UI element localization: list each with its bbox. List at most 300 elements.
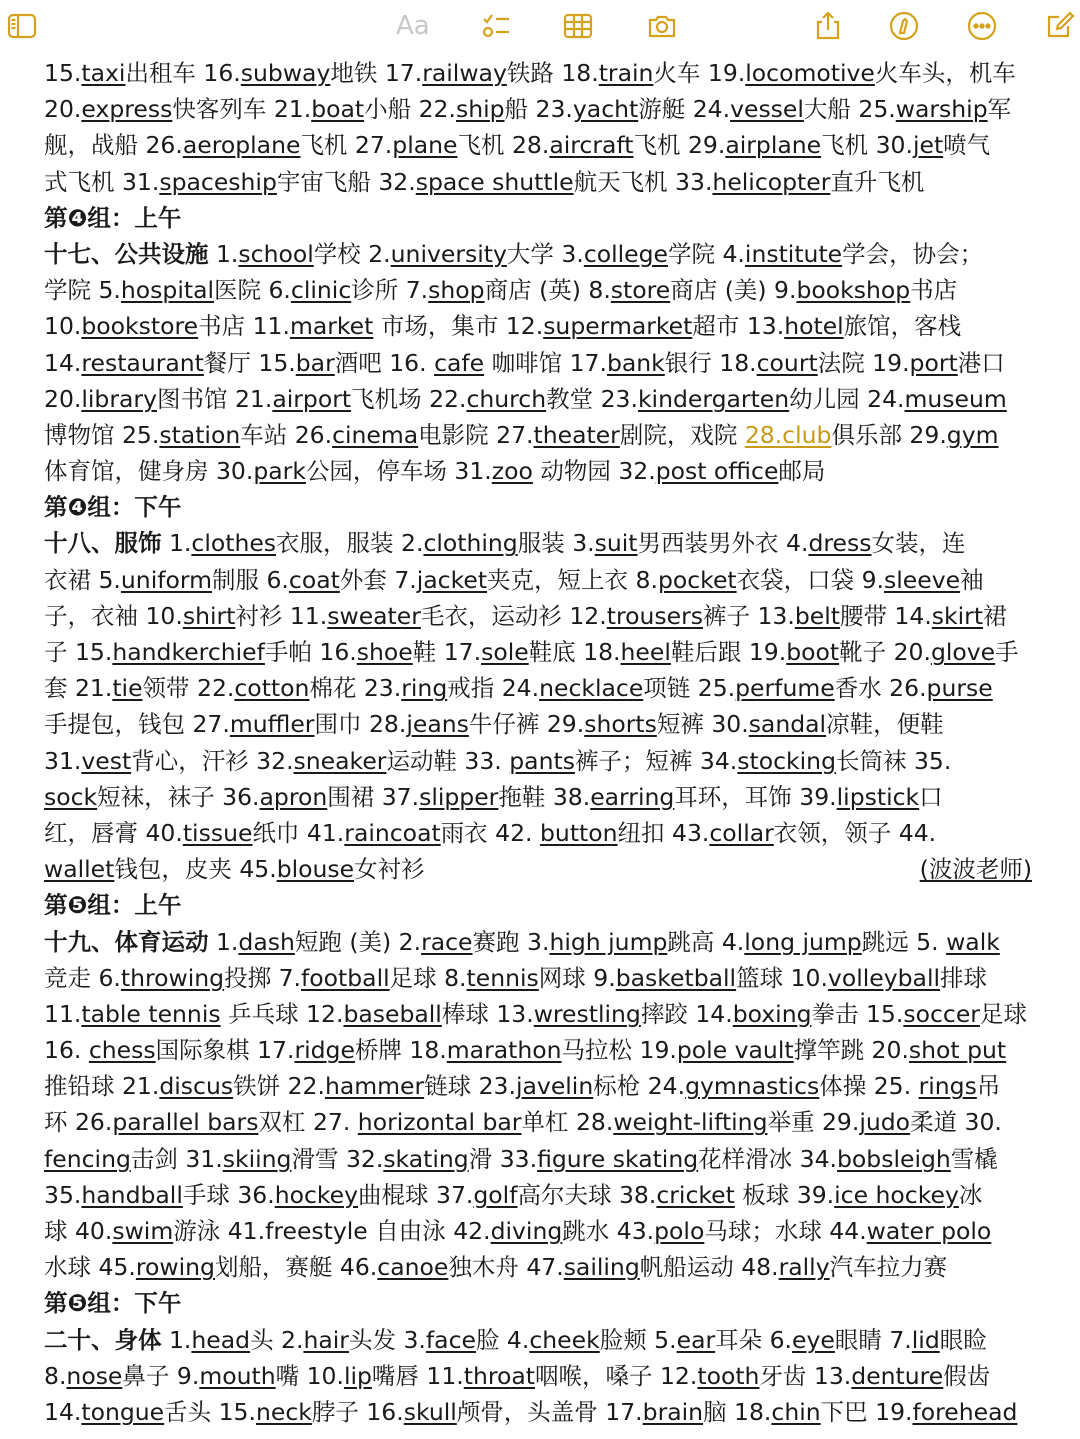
note-text: 商店 (美) 9. [670, 276, 797, 305]
vocab-word: gymnastics [685, 1072, 820, 1101]
note-text: 衣服，服装 2. [276, 529, 424, 558]
vocab-word: swim [112, 1217, 174, 1245]
note-text: 10. [44, 312, 82, 341]
vocab-word: aeroplane [182, 131, 301, 160]
vocab-word: figure skating [537, 1144, 699, 1173]
note-text: 剧院，戏院 [619, 420, 745, 449]
note-line [44, 960, 1044, 996]
note-text: 军 [987, 95, 1012, 124]
note-text: 学校 2. [313, 239, 391, 268]
note-text: 口 [919, 782, 943, 811]
vocab-word: boat [311, 95, 365, 124]
note-text: 8. [44, 1361, 67, 1390]
note-text: 赛跑 3. [472, 927, 550, 956]
note-text: 男西装男外衣 4. [637, 529, 809, 558]
vocab-word: jacket [416, 565, 488, 594]
note-text: 撑竿跳 20. [793, 1036, 909, 1065]
note-line [44, 345, 1044, 381]
note-text: 航天飞机 33. [573, 167, 713, 196]
note-text: 网球 9. [538, 963, 616, 992]
vocab-word: clinic [290, 276, 352, 305]
note-text: 运动鞋 33. [386, 746, 510, 775]
note-line [44, 1104, 1044, 1140]
vocab-word: dash [238, 927, 295, 956]
note-text: 旅馆，客栈 [843, 312, 962, 341]
note-text: 学院 5. [44, 276, 121, 305]
note-text: 纸巾 41. [252, 818, 345, 847]
note-text: 衣袋，口袋 9. [736, 565, 885, 594]
note-text: 15. [44, 59, 82, 87]
vocab-word: sole [481, 638, 529, 666]
note-text: 围裙 37. [327, 782, 420, 811]
vocab-word: baseball [343, 999, 442, 1028]
vocab-word: jet [912, 131, 944, 160]
note-text: 飞机 28. [457, 131, 550, 160]
group-heading: 第❹组：上午 [44, 203, 182, 232]
vocab-word: tennis [466, 963, 539, 992]
note-text: 夹克，短上衣 8. [487, 565, 658, 594]
note-text: 戒指 24. [447, 674, 540, 703]
vocab-word: rally [778, 1253, 830, 1282]
note-text: 板球 39. [734, 1180, 835, 1209]
vocab-word: glove [930, 638, 996, 666]
vocab-word: rowing [135, 1253, 215, 1282]
note-text: 马拉松 19. [561, 1036, 677, 1065]
vocab-word: coat [288, 565, 340, 594]
note-text: 推铅球 21. [44, 1072, 160, 1101]
vocab-word: mouth [199, 1361, 276, 1390]
note-text: 跳水 43. [562, 1217, 655, 1245]
vocab-word: weight-lifting [613, 1108, 768, 1137]
vocab-word: bank [606, 348, 665, 377]
note-text: 领带 22. [142, 674, 235, 703]
vocab-word: long jump [744, 927, 862, 956]
note-text: 眼睑 [939, 1325, 987, 1354]
note-text: 纽扣 43. [617, 818, 710, 847]
share-icon[interactable] [808, 6, 848, 46]
note-text: 飞机 29. [633, 131, 726, 160]
vocab-word: market [289, 312, 374, 341]
vocab-word: post office [655, 457, 779, 486]
vocab-word: kindergarten [637, 384, 790, 413]
vocab-word: lid [911, 1325, 940, 1354]
vocab-word: taxi [81, 59, 126, 87]
note-text: 大船 25. [803, 95, 896, 124]
note-line [44, 779, 1044, 815]
note-text: 雨衣 42. [440, 818, 541, 847]
note-text: 飞机 27. [300, 131, 393, 160]
vocab-word: hair [303, 1325, 349, 1354]
group-heading: 第❺组：上午 [44, 891, 182, 920]
vocab-word: store [610, 276, 671, 305]
note-text: 凉鞋，便鞋 [826, 710, 944, 739]
vocab-word: supermarket [543, 312, 693, 341]
vocab-word: clothing [423, 529, 518, 558]
note-line [44, 634, 1044, 670]
vocab-word: church [466, 384, 547, 413]
note-line [44, 851, 1044, 887]
vocab-word: tongue [81, 1397, 165, 1426]
note-text: 脸 4. [475, 1325, 530, 1354]
note-line [44, 453, 1044, 489]
vocab-word: head [191, 1325, 251, 1354]
vocab-word: vest [81, 746, 132, 775]
vocab-word: locomotive [745, 59, 875, 87]
vocab-word: necklace [539, 674, 644, 703]
note-text: 裤子；短裤 34. [574, 746, 738, 775]
note-text: 红，唇膏 40. [44, 818, 183, 847]
author-signature: (波波老师) [919, 855, 1032, 884]
note-text: 头发 3. [348, 1325, 426, 1354]
note-text: 项链 25. [643, 674, 736, 703]
vocab-word: cinema [332, 420, 419, 449]
note-line [44, 1032, 1044, 1068]
vocab-word: airport [272, 384, 352, 413]
vocab-word: brain [642, 1397, 704, 1426]
table-icon[interactable] [558, 6, 598, 46]
note-text: 幼儿园 24. [789, 384, 905, 413]
vocab-word: hospital [120, 276, 215, 305]
note-text: 学会，协会； [842, 239, 984, 268]
note-line [44, 598, 1044, 634]
vocab-word: sock [44, 782, 98, 811]
markup-icon[interactable] [884, 6, 924, 46]
note-text: 标枪 24. [593, 1072, 686, 1101]
vocab-word: space shuttle [415, 167, 574, 196]
note-text: 酒吧 16. [334, 348, 435, 377]
vocab-word: railway [422, 59, 507, 87]
vocab-word: water polo [866, 1217, 992, 1245]
note-text: 脑 18. [703, 1397, 772, 1426]
note-text: 脖子 16. [311, 1397, 404, 1426]
note-text: 铁饼 22. [233, 1072, 325, 1101]
note-text: 鞋后跟 19. [670, 638, 787, 666]
vocab-word: express [81, 95, 173, 124]
note-text: 双杠 27. [258, 1108, 358, 1137]
note-text: 咖啡馆 17. [484, 348, 607, 377]
note-text: 法院 19. [817, 348, 910, 377]
vocab-word: diving [490, 1217, 563, 1245]
note-text: 嘴唇 11. [371, 1361, 464, 1390]
format-button[interactable]: Aa [396, 11, 430, 41]
note-text: 喷气 [943, 131, 991, 160]
note-text: 环 26. [44, 1108, 113, 1137]
note-text: 电影院 27. [418, 420, 534, 449]
vocab-word: gym [946, 420, 999, 449]
vocab-word: ring [401, 674, 448, 703]
note-text: 曲棍球 37. [358, 1180, 474, 1209]
note-text: 高尔夫球 38. [517, 1180, 657, 1209]
vocab-word: lip [343, 1361, 372, 1390]
vocab-word: shop [428, 276, 485, 305]
note-text: 地铁 17. [330, 59, 423, 87]
note-text: 耳环，耳饰 39. [674, 782, 837, 811]
note-text: 马球；水球 44. [704, 1217, 867, 1245]
vocab-word: high jump [549, 927, 668, 956]
vocab-word: shoe [356, 638, 413, 666]
note-line [44, 164, 1044, 200]
note-line [44, 1213, 1044, 1249]
section-title: 十七、公共设施 [44, 239, 209, 268]
note-text: 20. [44, 95, 82, 124]
note-line [44, 55, 1044, 91]
vocab-word: lipstick [836, 782, 920, 811]
note-line [44, 308, 1044, 344]
note-text: 女装，连 [871, 529, 966, 558]
vocab-word: sleeve [884, 565, 961, 594]
note-text: 短裤 30. [656, 710, 749, 739]
vocab-word: yacht [572, 95, 639, 124]
note-text: 船 23. [504, 95, 573, 124]
vocab-word: ridge [294, 1036, 355, 1065]
note-text: 嘴 10. [275, 1361, 344, 1390]
vocab-word: collar [709, 818, 774, 847]
note-text: 假齿 [943, 1361, 991, 1390]
section-title: 十八、服饰 [44, 529, 162, 558]
vocab-word: station [159, 420, 241, 449]
note-text: 花样滑冰 34. [698, 1144, 837, 1173]
note-text: 书店 [910, 276, 958, 305]
note-line [44, 1068, 1044, 1104]
vocab-word: boxing [732, 999, 812, 1028]
vocab-word: polo [654, 1217, 705, 1245]
note-text: 乒乓球 12. [220, 999, 344, 1028]
note-text: 直升飞机 [830, 167, 925, 196]
note-text: 11. [44, 999, 82, 1028]
note-text: 竞走 6. [44, 963, 121, 992]
note-body[interactable] [44, 55, 1044, 1430]
vocab-word: basketball [615, 963, 737, 992]
note-text: 足球 8. [389, 963, 467, 992]
note-text: 公园，停车场 31. [305, 457, 492, 486]
vocab-word: shorts [584, 710, 657, 739]
vocab-word: airplane [725, 131, 822, 160]
vocab-word: earring [590, 782, 675, 811]
note-text: 篮球 10. [736, 963, 828, 992]
note-text: 拖鞋 38. [498, 782, 591, 811]
vocab-word: boot [786, 638, 840, 666]
vocab-word: tie [112, 674, 143, 703]
note-text: 餐厅 15. [203, 348, 296, 377]
vocab-word: aircraft [549, 131, 634, 160]
vocab-word: tooth [697, 1361, 760, 1390]
note-text: 背心，汗衫 32. [131, 746, 294, 775]
note-text: 下巴 19. [820, 1397, 913, 1426]
vocab-word: skating [383, 1144, 469, 1173]
note-text: 套 21. [44, 674, 113, 703]
note-text: 游艇 24. [638, 95, 731, 124]
note-text: 体操 25. [819, 1072, 919, 1101]
note-text: 飞机 30. [821, 131, 913, 160]
note-line [44, 417, 1044, 453]
note-text: 划船，赛艇 46. [214, 1253, 378, 1282]
vocab-word: sweater [327, 601, 421, 630]
note-text: 31. [44, 746, 82, 775]
note-text: 击剑 31. [130, 1144, 223, 1173]
note-text: 滑 33. [468, 1144, 538, 1173]
note-text: 商店 (英) 8. [484, 276, 611, 305]
note-text: 围巾 28. [314, 710, 407, 739]
checklist-icon[interactable] [476, 6, 516, 46]
vocab-word: rings [918, 1072, 977, 1101]
vocab-word: muffler [229, 710, 315, 739]
camera-icon[interactable] [642, 6, 682, 46]
note-text: 书店 11. [198, 312, 290, 341]
vocab-word: chin [771, 1397, 821, 1426]
note-line [44, 272, 1044, 308]
note-text: 国际象棋 17. [155, 1036, 295, 1065]
note-text: 游泳 41.freestyle 自由泳 42. [173, 1217, 491, 1245]
link-text[interactable]: 28.club [744, 420, 832, 449]
note-text: 医院 6. [214, 276, 291, 305]
note-text: 摔跤 14. [640, 999, 733, 1028]
note-text: 雪橇 [950, 1144, 998, 1173]
vocab-word: neck [255, 1397, 312, 1426]
note-text: 铁路 18. [506, 59, 599, 87]
note-text: 排球 [940, 963, 988, 992]
note-text: 俱乐部 29. [831, 420, 947, 449]
note-text: 14. [44, 1397, 82, 1426]
note-text: 脸颊 5. [599, 1325, 677, 1354]
note-line [44, 236, 1044, 272]
vocab-word: pants [509, 746, 575, 775]
note-line [44, 1358, 1044, 1394]
vocab-word: school [238, 239, 314, 268]
vocab-word: chess [88, 1036, 156, 1065]
compose-icon[interactable] [1040, 6, 1080, 46]
note-text: 颅骨，头盖骨 17. [456, 1397, 643, 1426]
vocab-word: handball [81, 1180, 183, 1209]
vocab-word: button [540, 818, 618, 847]
note-text: 头 2. [250, 1325, 304, 1354]
vocab-word: wrestling [533, 999, 641, 1028]
vocab-word: sneaker [293, 746, 387, 775]
note-line [44, 127, 1044, 163]
note-text: 邮局 [778, 457, 826, 486]
note-text: 链球 23. [424, 1072, 516, 1101]
note-text: 火车头，机车 [874, 59, 1016, 87]
note-text: 舌头 15. [164, 1397, 256, 1426]
note-text: 外套 7. [339, 565, 417, 594]
note-text: 足球 [979, 999, 1027, 1028]
note-line [44, 381, 1044, 417]
note-text: 诊所 7. [351, 276, 429, 305]
note-text: 舰，战船 26. [44, 131, 183, 160]
vocab-word: marathon [446, 1036, 562, 1065]
section-title: 十九、体育运动 [44, 927, 209, 956]
note-text: 银行 18. [664, 348, 757, 377]
vocab-word: university [390, 239, 507, 268]
note-line [44, 815, 1044, 851]
vocab-word: javelin [515, 1072, 594, 1101]
vocab-word: tissue [182, 818, 253, 847]
note-text: 短跑 (美) 2. [294, 927, 422, 956]
vocab-word: hotel [784, 312, 844, 341]
note-text: 1. [208, 927, 239, 956]
vocab-word: belt [794, 601, 840, 630]
note-text: 车站 26. [240, 420, 333, 449]
note-text: 教堂 23. [546, 384, 638, 413]
note-text: 鼻子 9. [122, 1361, 200, 1390]
note-text: 毛衣，运动衫 12. [420, 601, 607, 630]
vocab-word: bookshop [796, 276, 911, 305]
vocab-word: judo [859, 1108, 911, 1137]
vocab-word: restaurant [81, 348, 204, 377]
sidebar-icon[interactable] [2, 6, 42, 46]
note-line [44, 924, 1044, 960]
note-text: 裙 [983, 601, 1007, 630]
note-text: 衣领，领子 44. [773, 818, 937, 847]
vocab-word: slipper [419, 782, 499, 811]
vocab-word: football [301, 963, 390, 992]
note-text: 柔道 30. [910, 1108, 1002, 1137]
vocab-word: trousers [606, 601, 703, 630]
vocab-word: helicopter [712, 167, 831, 196]
note-line [44, 996, 1044, 1032]
vocab-word: sailing [563, 1253, 640, 1282]
note-text: 服装 3. [517, 529, 595, 558]
note-line [44, 743, 1044, 779]
note-text: 香水 26. [834, 674, 927, 703]
more-icon[interactable] [962, 6, 1002, 46]
note-text: 学院 4. [668, 239, 745, 268]
vocab-word: bookstore [81, 312, 199, 341]
vocab-word: dress [808, 529, 872, 558]
vocab-word: stocking [737, 746, 836, 775]
vocab-word: golf [473, 1180, 518, 1209]
note-text: 滑雪 32. [291, 1144, 384, 1173]
note-text: 手球 36. [182, 1180, 275, 1209]
vocab-word: soccer [903, 999, 980, 1028]
note-text: 火车 19. [653, 59, 746, 87]
vocab-word: pocket [657, 565, 737, 594]
vocab-word: cricket [656, 1180, 735, 1209]
vocab-word: handkerchief [112, 638, 265, 666]
note-text: 水球 45. [44, 1253, 136, 1282]
note-text: 超市 13. [692, 312, 785, 341]
note-text: 宇宙飞船 32. [276, 167, 416, 196]
note-line [44, 562, 1044, 598]
note-text: 图书馆 21. [156, 384, 273, 413]
note-text: 球 40. [44, 1217, 113, 1245]
vocab-word: canoe [377, 1253, 449, 1282]
vocab-word: jeans [406, 710, 469, 739]
vocab-word: uniform [120, 565, 213, 594]
vocab-word: forehead [912, 1397, 1018, 1426]
note-text: 手帕 16. [264, 638, 357, 666]
note-text: 帆船运动 48. [639, 1253, 779, 1282]
vocab-word: college [583, 239, 669, 268]
vocab-word: walk [946, 927, 1000, 956]
vocab-word: park [253, 457, 306, 486]
note-text: 吊 [976, 1072, 1001, 1101]
note-text: 手提包，钱包 27. [44, 710, 230, 739]
vocab-word: cafe [434, 348, 485, 377]
note-text: 制服 6. [212, 565, 289, 594]
vocab-word: suit [594, 529, 638, 558]
vocab-word: bobsleigh [837, 1144, 951, 1173]
vocab-word: train [598, 59, 654, 87]
note-line [44, 670, 1044, 706]
vocab-word: face [425, 1325, 476, 1354]
vocab-word: hockey [274, 1180, 359, 1209]
vocab-word: fencing [44, 1144, 131, 1173]
note-text: 眼睛 7. [834, 1325, 912, 1354]
note-text: 汽车拉力赛 [829, 1253, 948, 1282]
note-text: 棉花 23. [309, 674, 402, 703]
note-text: 35. [44, 1180, 82, 1209]
vocab-word: parallel bars [112, 1108, 259, 1137]
